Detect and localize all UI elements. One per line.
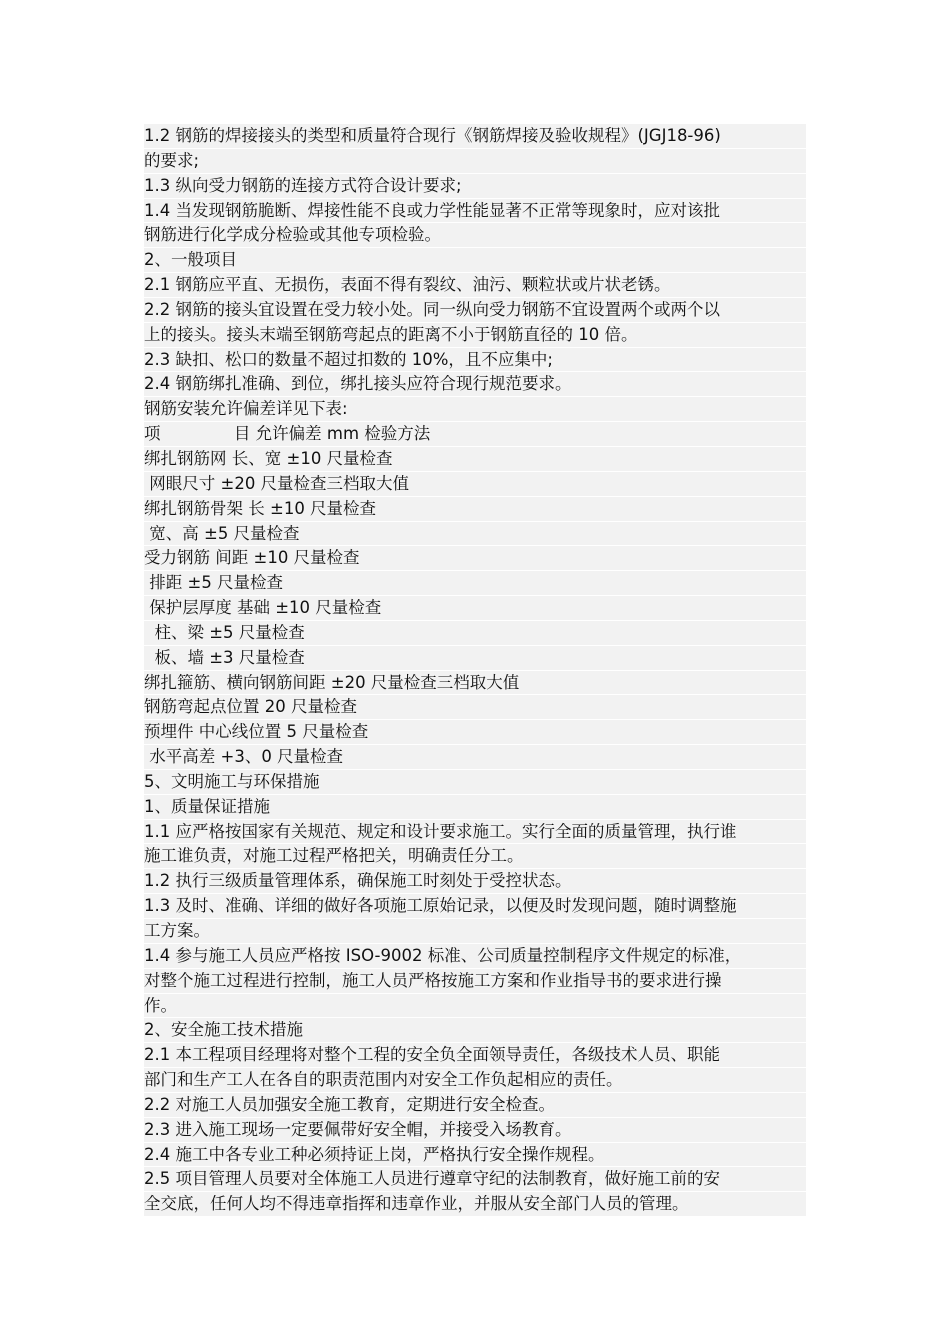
text-line: 绑扎钢筋网 长、宽 ±10 尺量检查 <box>144 447 806 472</box>
text-line: 对整个施工过程进行控制，施工人员严格按施工方案和作业指导书的要求进行操 <box>144 969 806 994</box>
text-line: 绑扎钢筋骨架 长 ±10 尺量检查 <box>144 497 806 522</box>
text-line: 预埋件 中心线位置 5 尺量检查 <box>144 720 806 745</box>
text-line: 水平高差 +3、0 尺量检查 <box>144 745 806 770</box>
text-line: 1.3 及时、准确、详细的做好各项施工原始记录，以便及时发现问题，随时调整施 <box>144 894 806 919</box>
text-line: 2.2 对施工人员加强安全施工教育，定期进行安全检查。 <box>144 1093 806 1118</box>
document-body <box>144 124 806 1217</box>
text-line: 1.2 钢筋的焊接接头的类型和质量符合现行《钢筋焊接及验收规程》(JGJ18-96) <box>144 124 806 149</box>
text-line: 1.2 执行三级质量管理体系，确保施工时刻处于受控状态。 <box>144 869 806 894</box>
text-line: 2.1 本工程项目经理将对整个工程的安全负全面领导责任，各级技术人员、职能 <box>144 1043 806 1068</box>
text-line: 作。 <box>144 994 806 1019</box>
text-line: 1、质量保证措施 <box>144 795 806 820</box>
text-line: 2.4 施工中各专业工种必须持证上岗，严格执行安全操作规程。 <box>144 1143 806 1168</box>
text-line: 2.3 进入施工现场一定要佩带好安全帽，并接受入场教育。 <box>144 1118 806 1143</box>
text-line: 2、安全施工技术措施 <box>144 1018 806 1043</box>
text-line: 钢筋进行化学成分检验或其他专项检验。 <box>144 223 806 248</box>
text-line: 钢筋弯起点位置 20 尺量检查 <box>144 695 806 720</box>
text-line: 板、墙 ±3 尺量检查 <box>144 646 806 671</box>
text-line: 2、一般项目 <box>144 248 806 273</box>
text-line: 2.1 钢筋应平直、无损伤，表面不得有裂纹、油污、颗粒状或片状老锈。 <box>144 273 806 298</box>
text-line: 上的接头。接头末端至钢筋弯起点的距离不小于钢筋直径的 10 倍。 <box>144 323 806 348</box>
text-line: 工方案。 <box>144 919 806 944</box>
text-line: 2.4 钢筋绑扎准确、到位，绑扎接头应符合现行规范要求。 <box>144 372 806 397</box>
text-line: 2.3 缺扣、松口的数量不超过扣数的 10%，且不应集中; <box>144 348 806 373</box>
text-line: 全交底，任何人均不得违章指挥和违章作业，并服从安全部门人员的管理。 <box>144 1192 806 1217</box>
text-line: 部门和生产工人在各自的职责范围内对安全工作负起相应的责任。 <box>144 1068 806 1093</box>
text-line: 2.5 项目管理人员要对全体施工人员进行遵章守纪的法制教育，做好施工前的安 <box>144 1167 806 1192</box>
text-line: 宽、高 ±5 尺量检查 <box>144 522 806 547</box>
text-line: 绑扎箍筋、横向钢筋间距 ±20 尺量检查三档取大值 <box>144 671 806 696</box>
text-line: 钢筋安装允许偏差详见下表: <box>144 397 806 422</box>
text-line: 网眼尺寸 ±20 尺量检查三档取大值 <box>144 472 806 497</box>
text-line: 5、文明施工与环保措施 <box>144 770 806 795</box>
text-line: 1.1 应严格按国家有关规范、规定和设计要求施工。实行全面的质量管理，执行谁 <box>144 820 806 845</box>
text-line: 1.3 纵向受力钢筋的连接方式符合设计要求; <box>144 174 806 199</box>
text-line: 施工谁负责，对施工过程严格把关，明确责任分工。 <box>144 844 806 869</box>
text-line: 保护层厚度 基础 ±10 尺量检查 <box>144 596 806 621</box>
text-line: 受力钢筋 间距 ±10 尺量检查 <box>144 546 806 571</box>
text-line: 柱、梁 ±5 尺量检查 <box>144 621 806 646</box>
text-line: 的要求; <box>144 149 806 174</box>
text-line: 1.4 参与施工人员应严格按 ISO-9002 标准、公司质量控制程序文件规定的标准， <box>144 944 806 969</box>
text-line: 2.2 钢筋的接头宜设置在受力较小处。同一纵向受力钢筋不宜设置两个或两个以 <box>144 298 806 323</box>
text-line: 项 目 允许偏差 mm 检验方法 <box>144 422 806 447</box>
text-line: 1.4 当发现钢筋脆断、焊接性能不良或力学性能显著不正常等现象时，应对该批 <box>144 199 806 224</box>
text-line: 排距 ±5 尺量检查 <box>144 571 806 596</box>
